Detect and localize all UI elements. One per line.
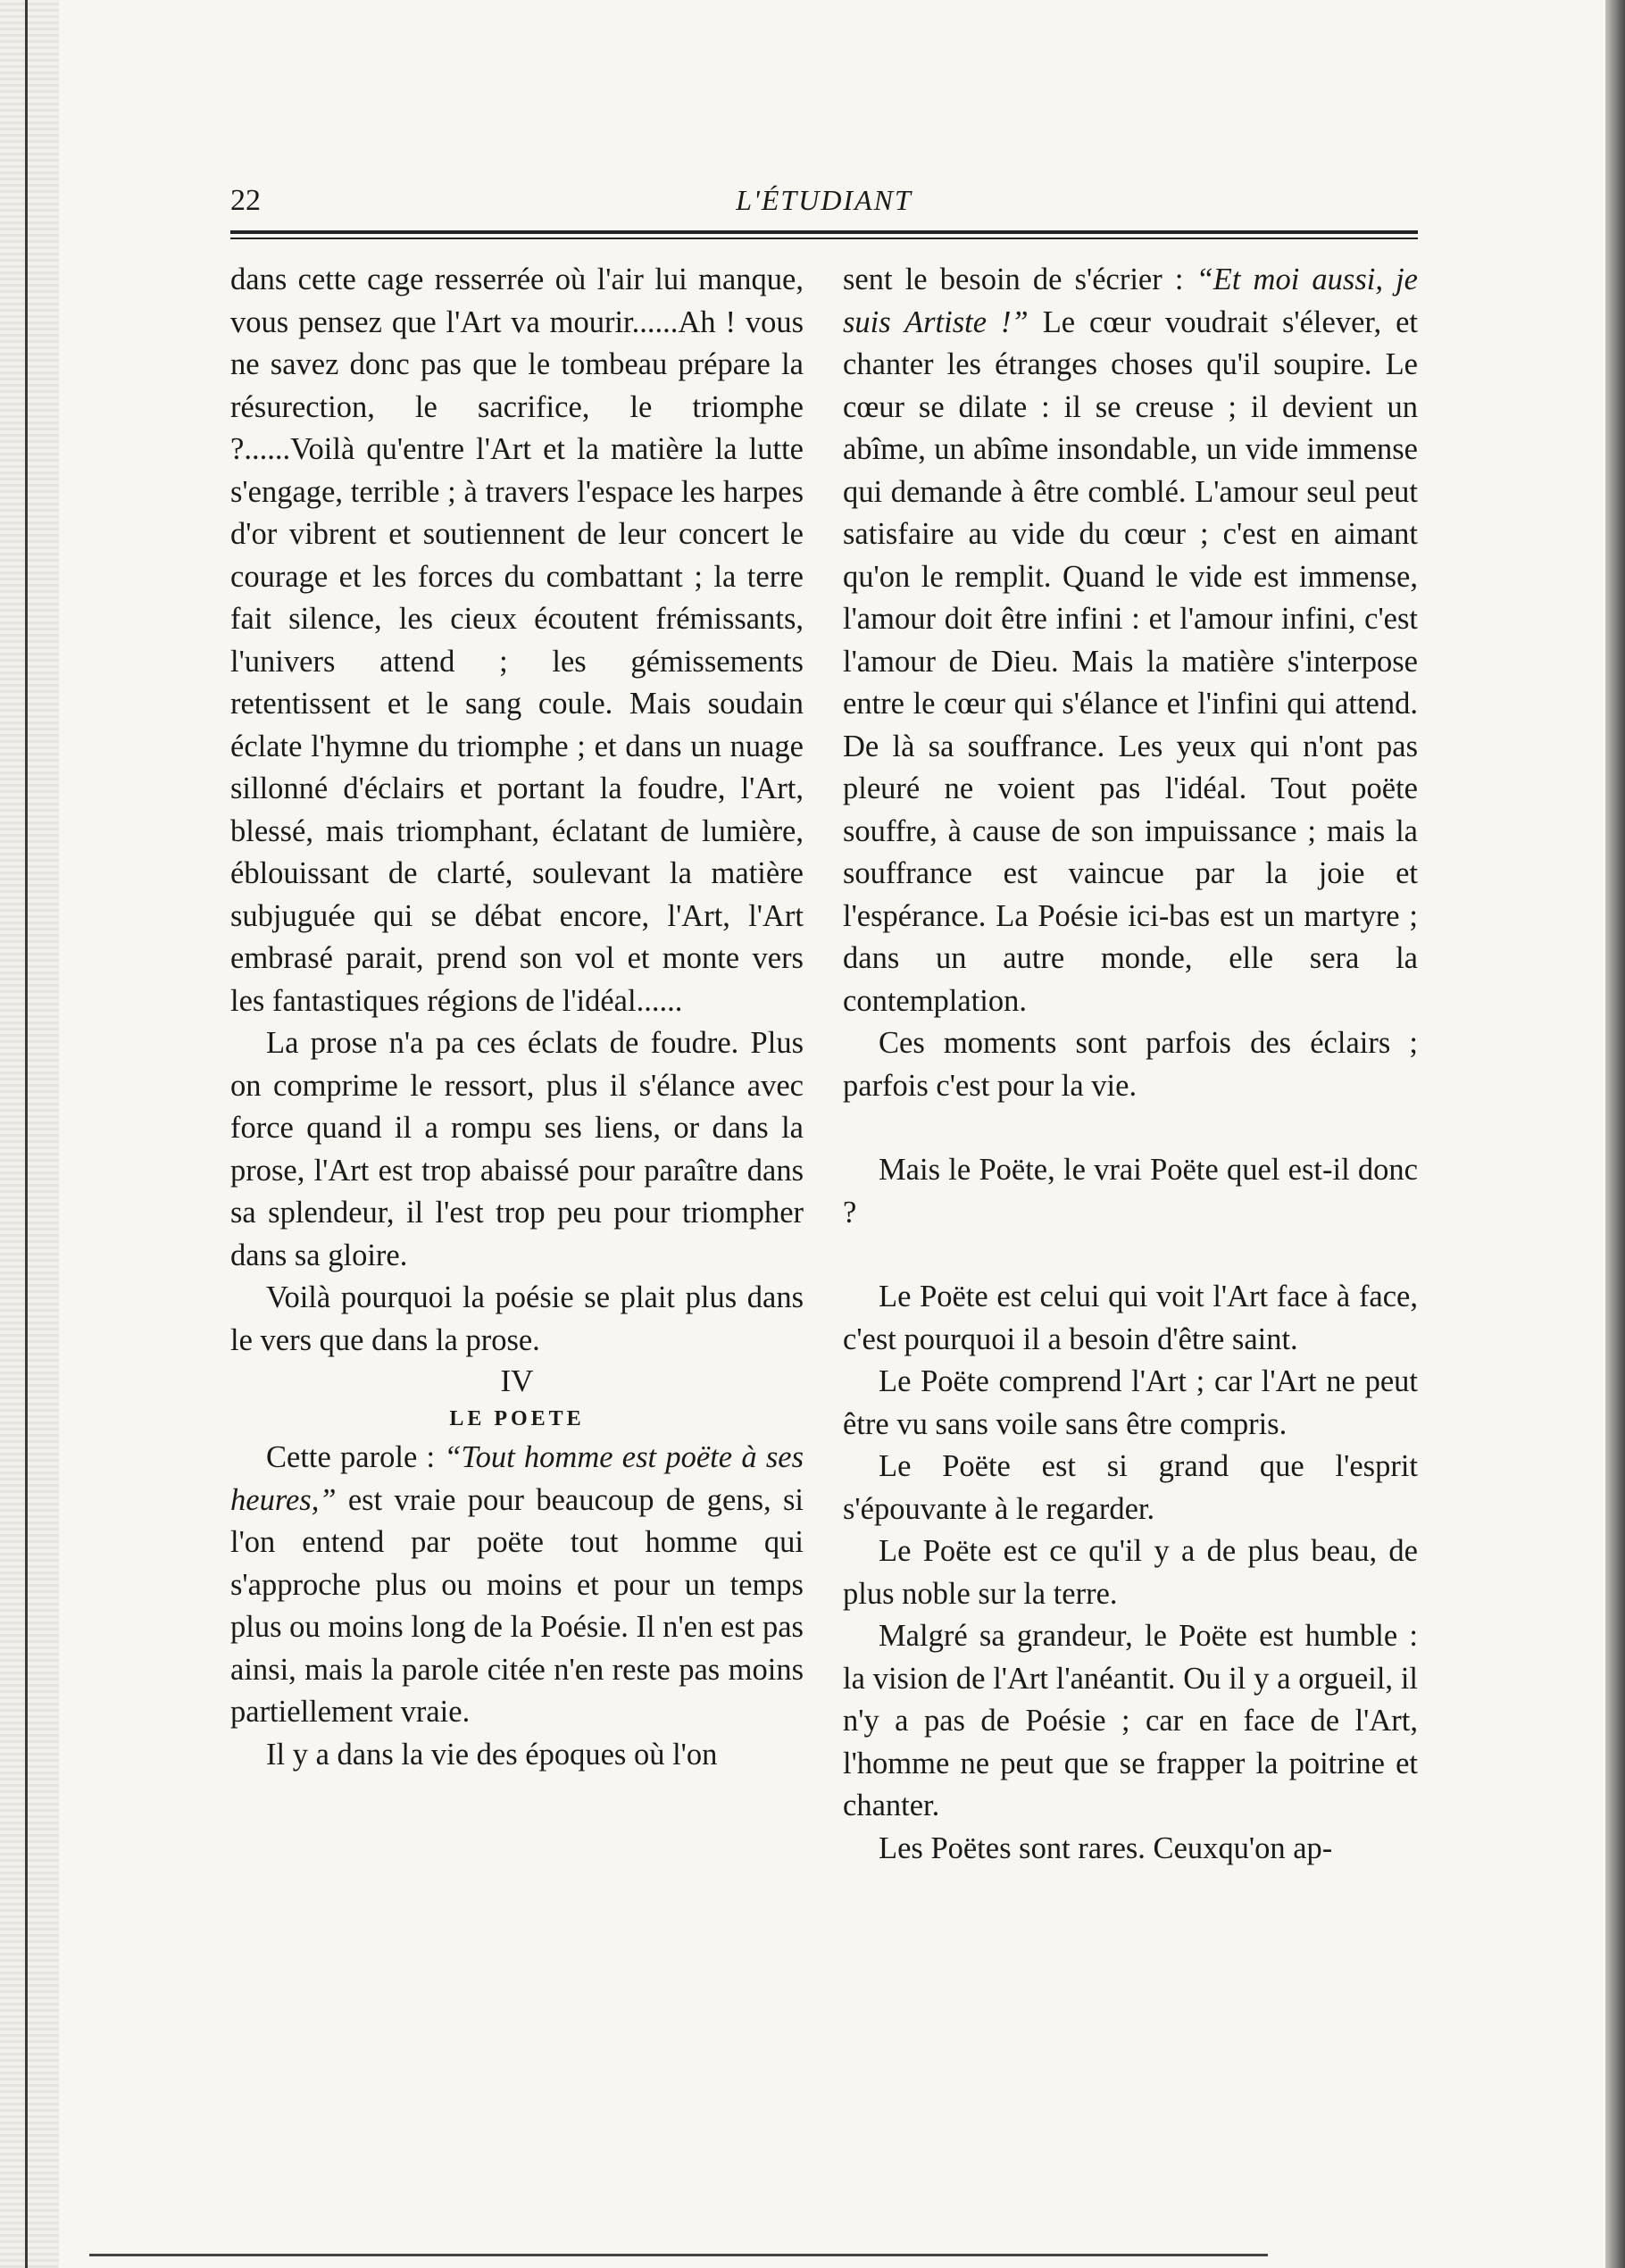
text-span: Cette parole : xyxy=(266,1440,445,1474)
running-head: L'ÉTUDIANT xyxy=(736,184,912,216)
paragraph: Ces moments sont parfois des éclairs ; parfois c'est pour la vie. xyxy=(843,1026,1418,1103)
page-header xyxy=(230,184,1418,225)
paragraph: Il y a dans la vie des époques où l'on xyxy=(266,1737,718,1772)
paragraph: Le Poëte est si grand que l'esprit s'épouvante à le regarder. xyxy=(843,1449,1418,1526)
paragraph xyxy=(843,259,1418,1022)
left-column xyxy=(230,259,804,1776)
header-rule-thick xyxy=(230,230,1418,234)
section-number: IV xyxy=(500,1363,534,1398)
paragraph: Le Poëte est ce qu'il y a de plus beau, de plus noble sur la terre. xyxy=(843,1534,1418,1611)
paragraph: Voilà pourquoi la poésie se plait plus dans le vers que dans la prose. xyxy=(230,1280,804,1357)
quote: “Tout homme est poëte à ses heures,” xyxy=(230,1440,804,1517)
paragraph xyxy=(230,1437,804,1734)
paragraph: Le Poëte comprend l'Art ; car l'Art ne peut être vu sans voile sans être compris. xyxy=(843,1364,1418,1441)
paragraph: dans cette cage resserrée où l'air lui manque, vous pensez que l'Art va mourir......Ah ! vous ne savez donc pas que le tombeau prépare la résurection, le sacrifice, le triomphe ?......Voilà qu'entre l'Art et la matière la lutte s'engage, terrible ; à travers l'espace les harpes d'or vibrent et soutiennent de leur concert le courage et les forces du combattant ; la terre fait silence, les cieux écoutent frémissants, l'univers attend ; les gémissements retentissent et le sang coule. Mais soudain éclate l'hymne du triomphe ; et dans un nuage sillonné d'éclairs et portant la foudre, l'Art, blessé, mais triomphant, éclatant de lumière, éblouissant de clarté, soulevant la matière subjuguée qui se débat encore, l'Art, l'Art embrasé parait, prend son vol et monte vers les fantastiques régions de l'idéal...... xyxy=(230,263,804,1018)
scan-bottom-rule xyxy=(89,2254,1268,2256)
paragraph: Mais le Poëte, le vrai Poëte quel est-il donc ? xyxy=(843,1153,1418,1230)
paragraph: Les Poëtes sont rares. Ceuxqu'on ap- xyxy=(879,1830,1333,1865)
quote: “Et moi aussi, je suis Artiste !” xyxy=(843,263,1418,339)
text-span: Le cœur voudrait s'élever, et chanter les étranges choses qu'il soupire. Le cœur se dilate : il se creuse ; il devient un abîme, un abîme insondable, un vide immense qui demande à être comblé. L'amour seul peut satisfaire au vide du cœur ; c'est en aimant qu'on le remplit. Quand le vide est immense, l'amour doit être infini : et l'amour infini, c'est l'amour de Dieu. Mais la matière s'interpose entre le cœur qui s'élance et l'infini qui attend. De là sa souffrance. Les yeux qui n'ont pas pleuré ne voient pas l'idéal. Tout poëte souffre, à cause de son impuissance ; mais la souffrance est vaincue par la joie et l'espérance. La Poésie ici-bas est un martyre ; dans un autre monde, elle sera la contemplation. xyxy=(843,304,1418,1018)
paragraph: Le Poëte est celui qui voit l'Art face à face, c'est pourquoi il a besoin d'être saint. xyxy=(843,1280,1418,1356)
scan-right-edge xyxy=(1605,0,1625,2268)
text-span: est vraie pour beaucoup de gens, si l'on entend par poëte tout homme qui s'approche plus ou moins et pour un temps plus ou moins long de la Poésie. Il n'en est pas ainsi, mais la parole citée n'en reste pas moins partiellement vraie. xyxy=(230,1482,804,1729)
section-title: LE POETE xyxy=(449,1407,585,1430)
scan-left-edge xyxy=(0,0,59,2268)
scan-left-rule xyxy=(25,0,28,2268)
text-span: sent le besoin de s'écrier : xyxy=(843,263,1196,296)
right-column xyxy=(843,259,1418,1870)
header-rule-thin xyxy=(230,238,1418,239)
page-number: 22 xyxy=(230,184,261,217)
paragraph: Malgré sa grandeur, le Poëte est humble : la vision de l'Art l'anéantit. Ou il y a orgueil, il n'y a pas de Poésie ; car en face de l'Art, l'homme ne peut que se frapper la poitrine et chanter. xyxy=(843,1619,1418,1822)
paragraph: La prose n'a pa ces éclats de foudre. Plus on comprime le ressort, plus il s'élance avec force quand il a rompu ses liens, or dans la prose, l'Art est trop abaissé pour paraître dans sa splendeur, il l'est trop peu pour triompher dans sa gloire. xyxy=(230,1026,804,1272)
